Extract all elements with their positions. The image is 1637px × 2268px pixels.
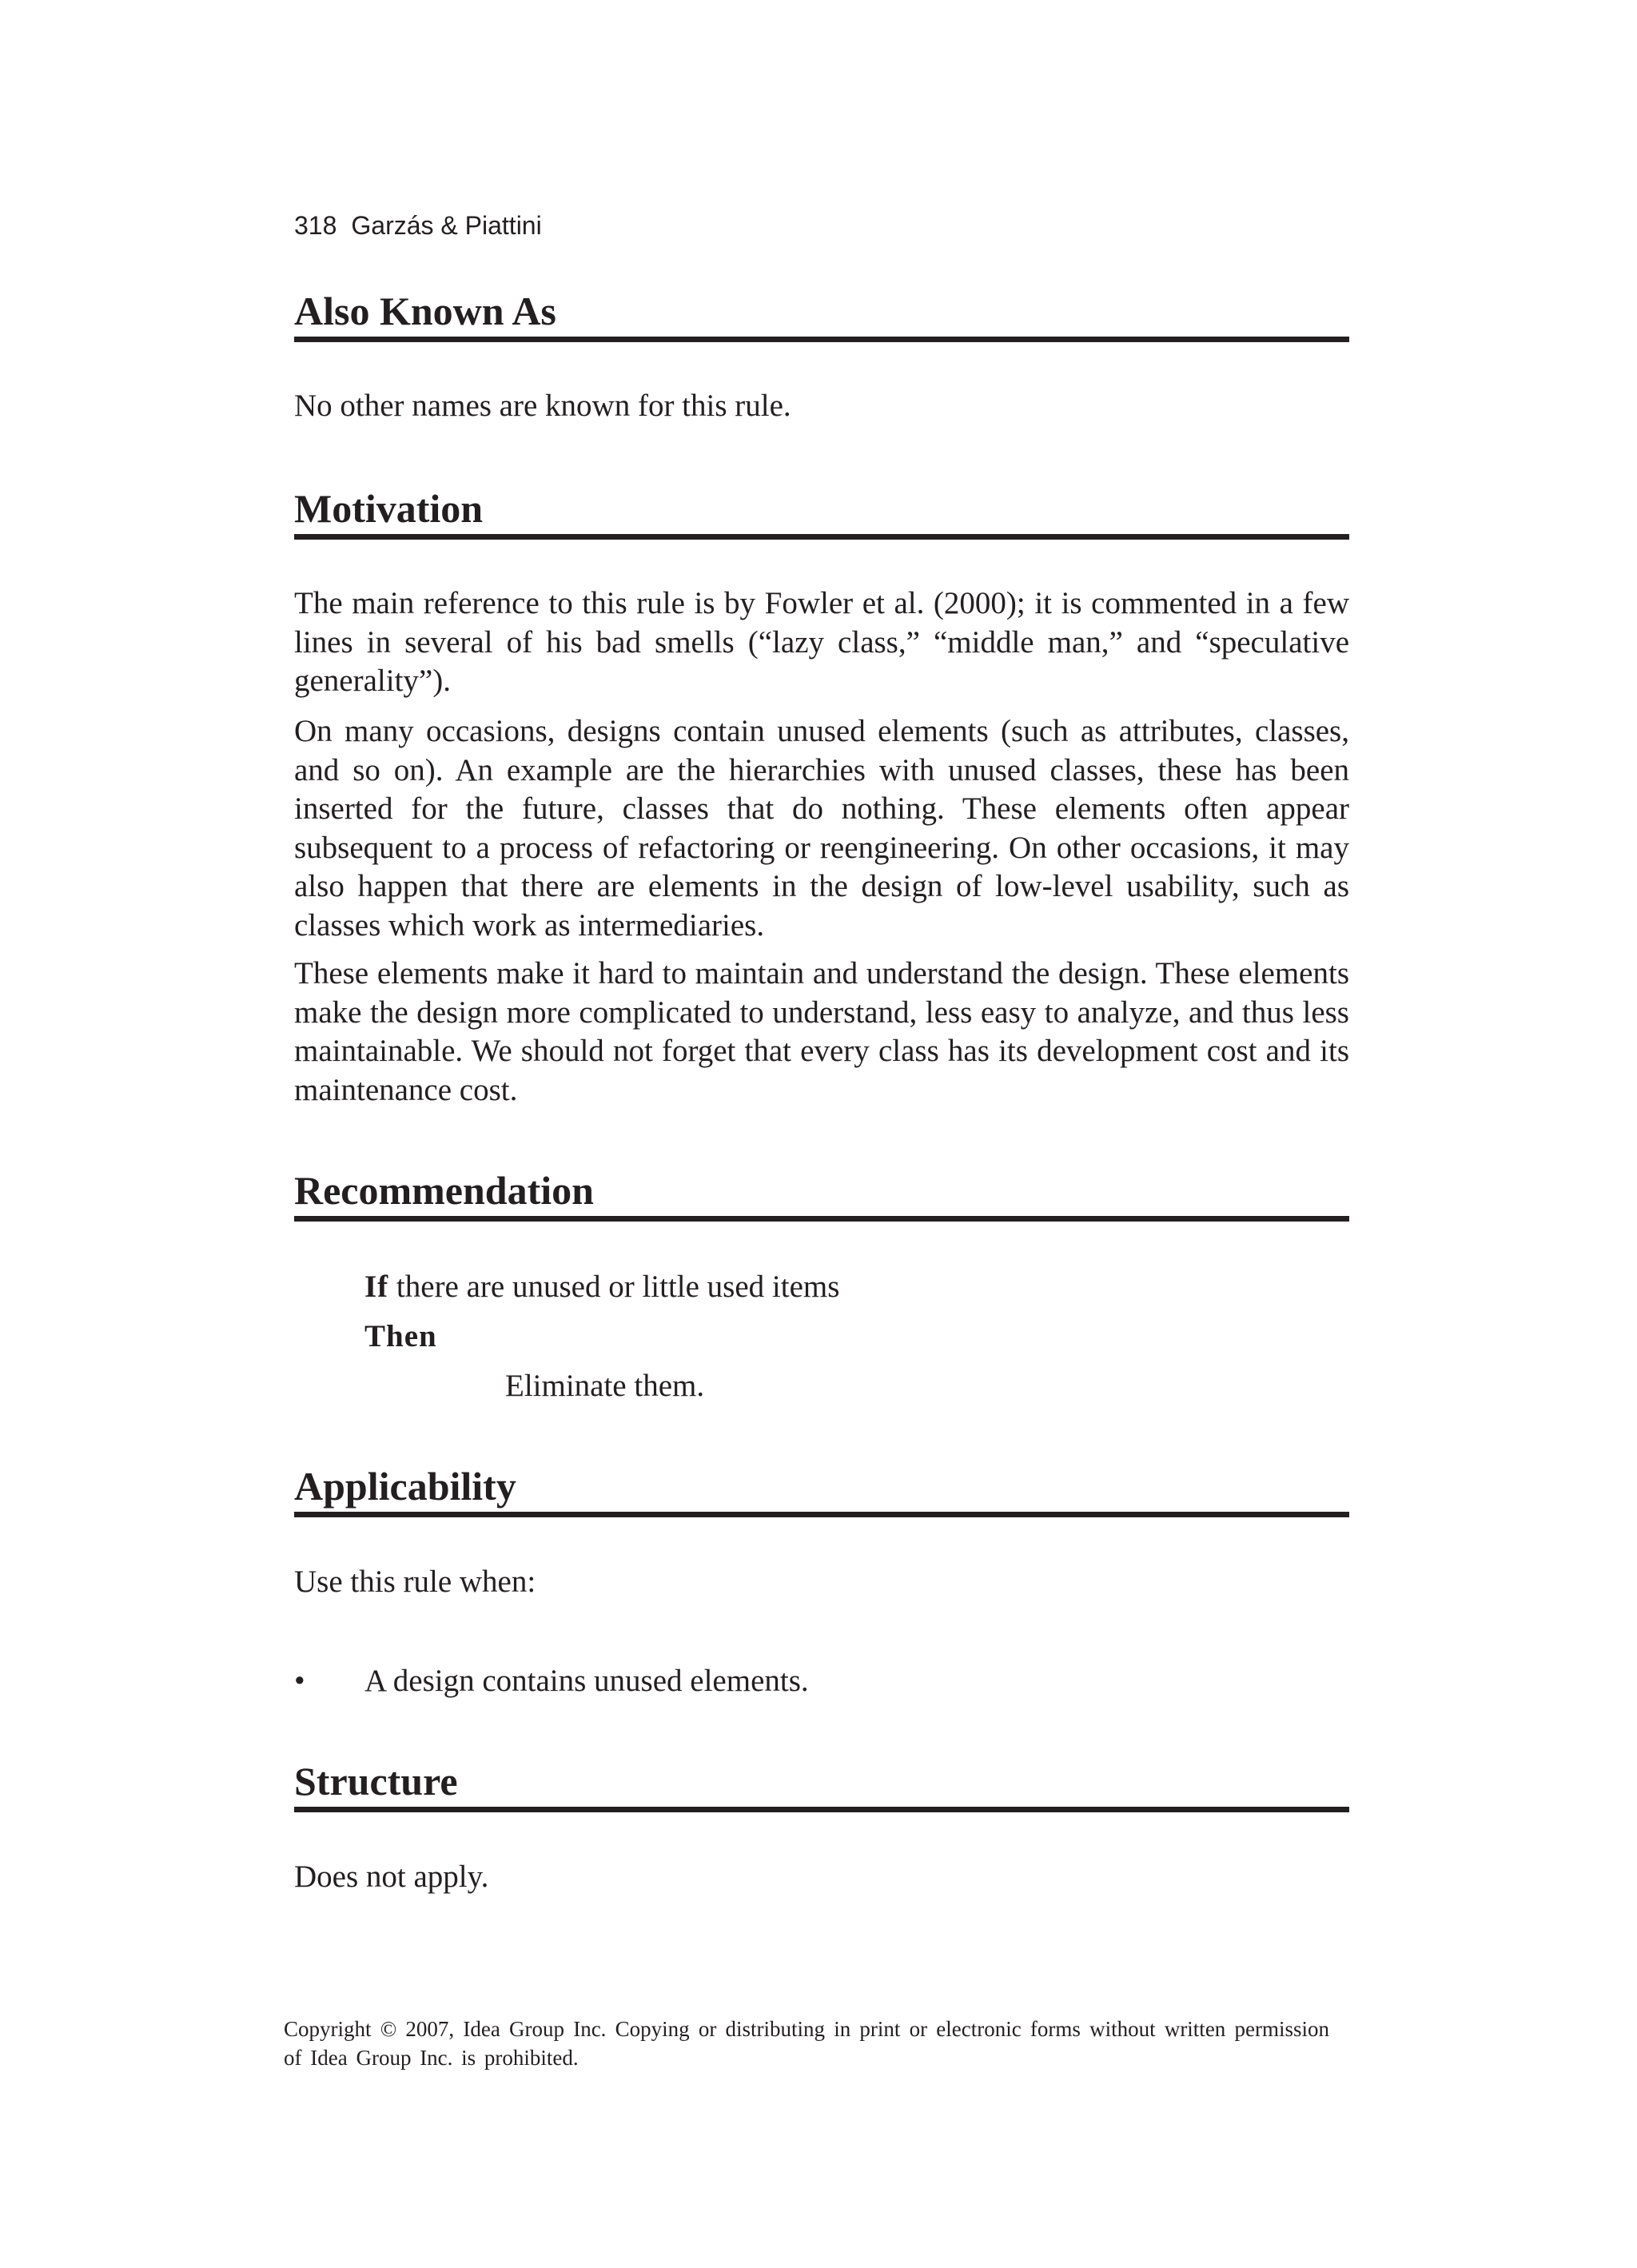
structure-text: Does not apply. — [294, 1859, 489, 1894]
page-number: 318 — [294, 211, 337, 240]
applicability-intro: Use this rule when: — [294, 1564, 536, 1599]
motivation-paragraph-3: These elements make it hard to maintain and understand the design. These elements make the design more complicated to understand, less easy to analyze, and thus less maintainable. We should not forget that every class has its development cost and its maintenance cost. — [294, 956, 1349, 1107]
recommendation-action: Eliminate them. — [505, 1369, 705, 1403]
then-keyword: Then — [364, 1319, 437, 1353]
section-heading-also-known-as: Also Known As — [294, 287, 1349, 342]
copyright-notice: Copyright © 2007, Idea Group Inc. Copying or distributing in print or electronic forms without written permission of Idea Group Inc. is prohibited. — [284, 2017, 1329, 2070]
recommendation-if-line — [364, 1268, 839, 1306]
section-heading-applicability: Applicability — [294, 1462, 1349, 1517]
if-condition: there are unused or little used items — [388, 1270, 840, 1304]
section-heading-recommendation: Recommendation — [294, 1166, 1349, 1222]
if-keyword: If — [364, 1270, 389, 1304]
running-head — [294, 209, 542, 241]
applicability-bullet-item: A design contains unused elements. — [364, 1664, 809, 1698]
section-heading-motivation: Motivation — [294, 484, 1349, 540]
bullet-mark: • — [294, 1664, 305, 1698]
section-heading-structure: Structure — [294, 1757, 1349, 1812]
also-known-as-text: No other names are known for this rule. — [294, 389, 791, 423]
running-head-authors: Garzás & Piattini — [351, 211, 542, 240]
motivation-paragraph-1: The main reference to this rule is by Fowler et al. (2000); it is commented in a few lines in several of his bad smells (“lazy class,” “middle man,” and “speculative generality”). — [294, 586, 1349, 698]
motivation-paragraph-2: On many occasions, designs contain unused elements (such as attributes, classes, and so on). An example are the hierarchies with unused classes, these has been inserted for the future, classes that do nothing. These elements often appear subsequent to a process of refactoring or reengineering. On other occasions, it may also happen that there are elements in the design of low-level usability, such as classes which work as intermediaries. — [294, 714, 1349, 943]
